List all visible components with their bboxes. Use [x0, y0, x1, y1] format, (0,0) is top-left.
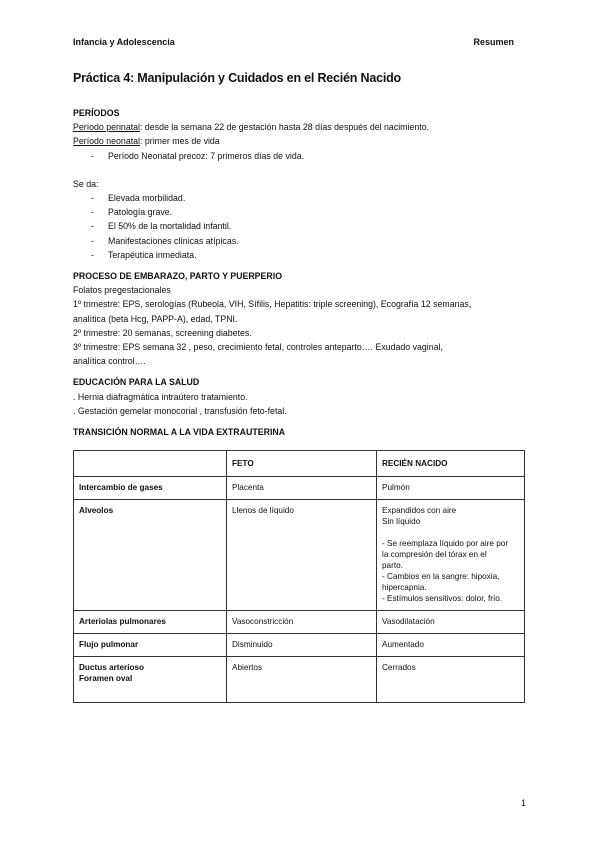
proceso-line: analítica control…. [73, 356, 146, 367]
perinatal-label: Período perinatal [73, 122, 140, 133]
column-header [74, 451, 227, 477]
se-da-label: Se da: [73, 178, 99, 189]
cell-line: Expandidos con aire [382, 506, 457, 516]
educacion-heading: EDUCACIÓN PARA LA SALUD [73, 377, 200, 388]
cell-line: Sin líquido [382, 517, 421, 527]
list-item: - Terapéutica inmediata. [91, 248, 533, 262]
table-row [74, 500, 525, 611]
row-label: Intercambio de gases [74, 477, 227, 500]
neonatal-label: Período neonatal [73, 136, 141, 147]
rn-cell [377, 500, 525, 611]
proceso-line: 3º trimestre: EPS semana 32 , peso, crecimiento fetal, controles anteparto…. Exudado vaginal, [73, 342, 443, 353]
page-number: 1 [520, 798, 526, 808]
rn-cell: Vasodilatación [377, 611, 525, 634]
proceso-heading: PROCESO DE EMBARAZO, PARTO Y PUERPERIO [73, 271, 283, 282]
table-row [74, 657, 525, 703]
feto-cell: Disminuido [227, 634, 377, 657]
table-row [74, 611, 525, 634]
transition-table [73, 450, 525, 703]
cell-line: - Cambios en la sangre: hipoxia, [382, 572, 500, 582]
neonatal-line [73, 134, 533, 148]
row-label: Flujo pulmonar [74, 634, 227, 657]
transicion-heading: TRANSICIÓN NORMAL A LA VIDA EXTRAUTERINA [73, 427, 286, 438]
periodos-heading: PERÍODOS [73, 108, 120, 118]
cell-line: parto. [382, 561, 403, 571]
cell-line: hipercapnia. [382, 583, 427, 593]
cell-line: - Estímulos sensitivos: dolor, frío. [382, 594, 503, 604]
list-item: - El 50% de la mortalidad infantil. [91, 219, 533, 233]
educacion-line: . Gestación gemelar monocorial , transfusión feto-fetal. [73, 405, 287, 416]
proceso-line: analítica (beta Hcg, PAPP-A), edad, TPNI. [73, 313, 238, 324]
proceso-line: 1º trimestre: EPS, serologías (Rubeola, VIH, Sífilis, Hepatitis: triple screening), Ecografía 12 semanas, [73, 299, 472, 310]
table-header-row [74, 451, 525, 477]
cell-line: - Se reemplaza líquido por aire por [382, 539, 509, 549]
perinatal-line [73, 120, 533, 134]
document-body [73, 106, 533, 703]
rn-cell: Cerrados [377, 657, 525, 703]
perinatal-text: : desde la semana 22 de gestación hasta 28 días después del nacimiento. [140, 122, 430, 133]
row-label: Ductus arterioso Foramen oval [74, 657, 227, 703]
proceso-line: Folatos pregestacionales [73, 285, 171, 296]
column-header: FETO [227, 451, 377, 477]
list-item: - Patología grave. [91, 205, 533, 219]
header-doc-type: Resumen [473, 37, 514, 47]
table-row [74, 634, 525, 657]
neonatal-list [73, 149, 533, 163]
cell-line: la compresión del tórax en el [382, 550, 487, 560]
page-title: Práctica 4: Manipulación y Cuidados en el Recién Nacido [73, 71, 401, 85]
list-item: - Manifestaciones clínicas atípicas. [91, 234, 533, 248]
list-item: - Período Neonatal precoz: 7 primeros días de vida. [91, 149, 533, 163]
row-label: Arteriolas pulmonares [74, 611, 227, 634]
list-item: - Elevada morbilidad. [91, 191, 533, 205]
se-da-list [73, 191, 533, 262]
row-label: Alveolos [74, 500, 227, 611]
neonatal-text: : primer mes de vida [140, 136, 220, 147]
rn-cell: Pulmón [377, 477, 525, 500]
proceso-line: 2º trimestre: 20 semanas, screening diabetes. [73, 327, 252, 338]
feto-cell: Llenos de líquido [227, 500, 377, 611]
rn-cell: Aumentado [377, 634, 525, 657]
feto-cell: Placenta [227, 477, 377, 500]
educacion-line: . Hernia diafragmática intraútero tratamiento. [73, 391, 248, 402]
header-course-title: Infancia y Adolescencia [73, 37, 175, 47]
table-row [74, 477, 525, 500]
feto-cell: Abiertos [227, 657, 377, 703]
feto-cell: Vasoconstricción [227, 611, 377, 634]
column-header: RECIÉN NACIDO [377, 451, 525, 477]
